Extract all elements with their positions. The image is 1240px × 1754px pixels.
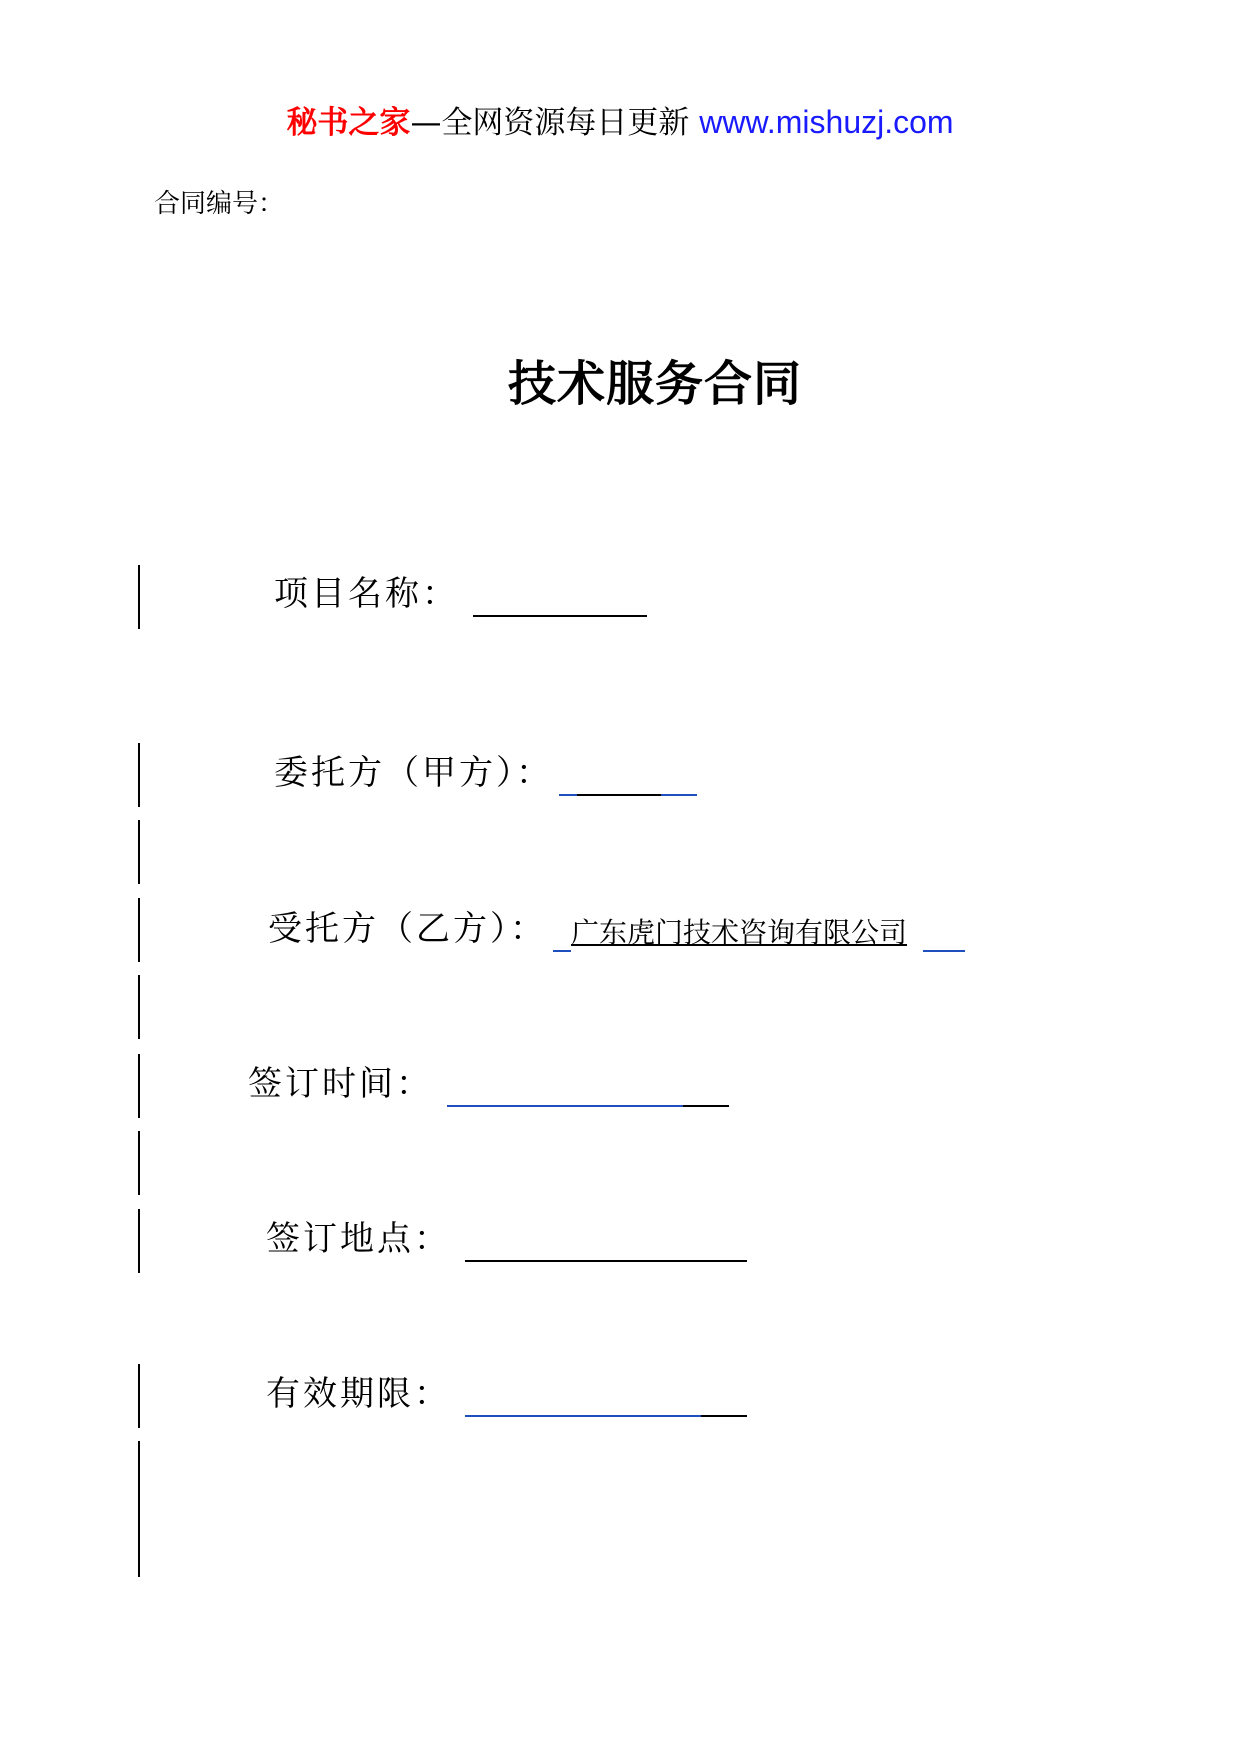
signing-date-blank[interactable] [447,1067,729,1107]
change-bar [138,1131,140,1195]
banner-slogan: —全网资源每日更新 [410,105,690,141]
field-validity-period [266,1371,747,1417]
field-label: 签订地点： [266,1219,451,1259]
contract-number-label: 合同编号： [154,189,285,219]
field-project-name [274,571,647,617]
change-bar [138,1441,140,1577]
brand-name: 秘书之家 [286,105,411,141]
field-signing-place [266,1216,747,1262]
document-title: 技术服务合同 [507,356,802,412]
validity-period-blank[interactable] [465,1377,747,1417]
client-blank[interactable] [559,756,697,796]
field-signing-date [248,1061,729,1107]
change-bar [138,1364,140,1428]
field-contractor [268,906,965,952]
change-bar [138,743,140,807]
change-bar [138,565,140,629]
change-bar [138,898,140,962]
field-label: 受托方（乙方）： [268,909,547,949]
field-label: 委托方（甲方）： [274,753,553,793]
field-label: 签订时间： [248,1064,433,1104]
change-bar [138,1209,140,1273]
field-label: 项目名称： [274,574,459,614]
field-label: 有效期限： [266,1374,451,1414]
site-banner [0,100,1240,145]
change-bar [138,975,140,1039]
contractor-blank[interactable] [553,912,965,952]
change-bar [138,820,140,884]
change-bar [138,1054,140,1118]
site-url-link[interactable]: www.mishuzj.com [699,104,954,140]
signing-place-blank[interactable] [465,1222,747,1262]
project-name-blank[interactable] [473,577,647,617]
field-value: 广东虎门技术咨询有限公司 [571,917,908,948]
field-client [274,750,697,796]
